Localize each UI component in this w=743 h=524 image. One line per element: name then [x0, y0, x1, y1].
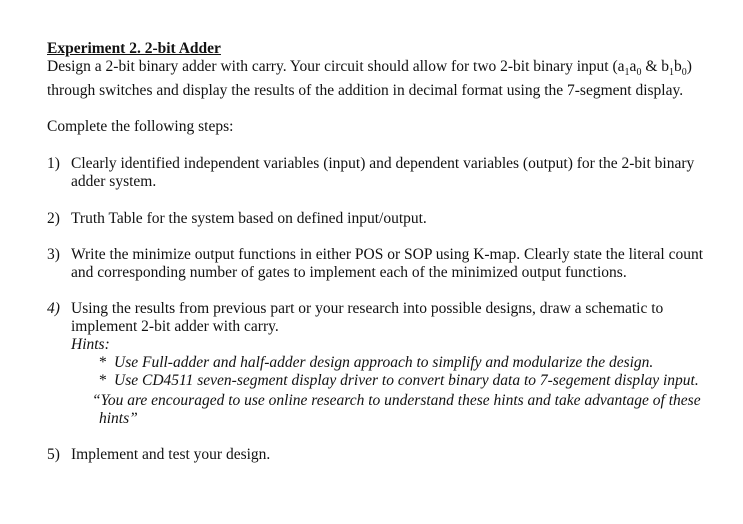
a-mid: a: [629, 58, 637, 75]
step-number: 5): [47, 446, 60, 464]
step-text: Truth Table for the system based on defined input/output.: [71, 210, 427, 228]
step-number: 3): [47, 246, 60, 264]
a0-subscript: 0: [636, 67, 642, 79]
step-4: [47, 300, 707, 428]
document-body: [47, 40, 707, 464]
step-text: Implement and test your design.: [71, 446, 271, 464]
description-amp: & b: [641, 58, 669, 75]
experiment-title: Experiment 2. 2-bit Adder: [47, 40, 221, 57]
b-mid: b: [674, 58, 682, 75]
step-text: Write the minimize output functions in either POS or SOP using K-map. Clearly state the literal count and corresponding number of gates to implement each of the minimized output functions.: [71, 246, 704, 282]
hint-text: Use Full-adder and half-adder design approach to simplify and modularize the design.: [114, 354, 654, 372]
bullet-icon: *: [99, 354, 107, 372]
description-part1: Design a 2-bit binary adder with carry. Your circuit should allow for two 2-bit binary input (a: [47, 58, 625, 75]
experiment-description: [47, 58, 707, 100]
step-2: [47, 210, 707, 228]
hint-item: [71, 354, 707, 372]
step-text: Clearly identified independent variables (input) and dependent variables (output) for the 2-bit binary adder system.: [71, 155, 695, 191]
step-5: [47, 446, 707, 464]
steps-lead: Complete the following steps:: [47, 118, 234, 136]
b0-subscript: 0: [681, 67, 687, 79]
bullet-icon: *: [99, 372, 107, 390]
step-text: Using the results from previous part or your research into possible designs, draw a schematic to implement 2-bit adder with carry.: [71, 300, 664, 336]
step-number: 2): [47, 210, 60, 228]
hints-list: [71, 354, 707, 390]
a1-subscript: 1: [624, 67, 630, 79]
hint-item: [71, 372, 707, 390]
description-part2: ) through switches and display the results of the addition in decimal format using the 7-segment display.: [47, 58, 692, 100]
hints-quote: “You are encouraged to use online research to understand these hints and take advantage of these hints”: [92, 392, 701, 428]
step-3: [47, 246, 707, 282]
b1-subscript: 1: [669, 67, 674, 79]
step-number: 4): [47, 300, 60, 318]
step-number: 1): [47, 155, 60, 173]
step-1: [47, 155, 707, 191]
hints-heading: Hints:: [71, 336, 110, 354]
hint-text: Use CD4511 seven-segment display driver to convert binary data to 7-segement display input.: [114, 372, 699, 390]
